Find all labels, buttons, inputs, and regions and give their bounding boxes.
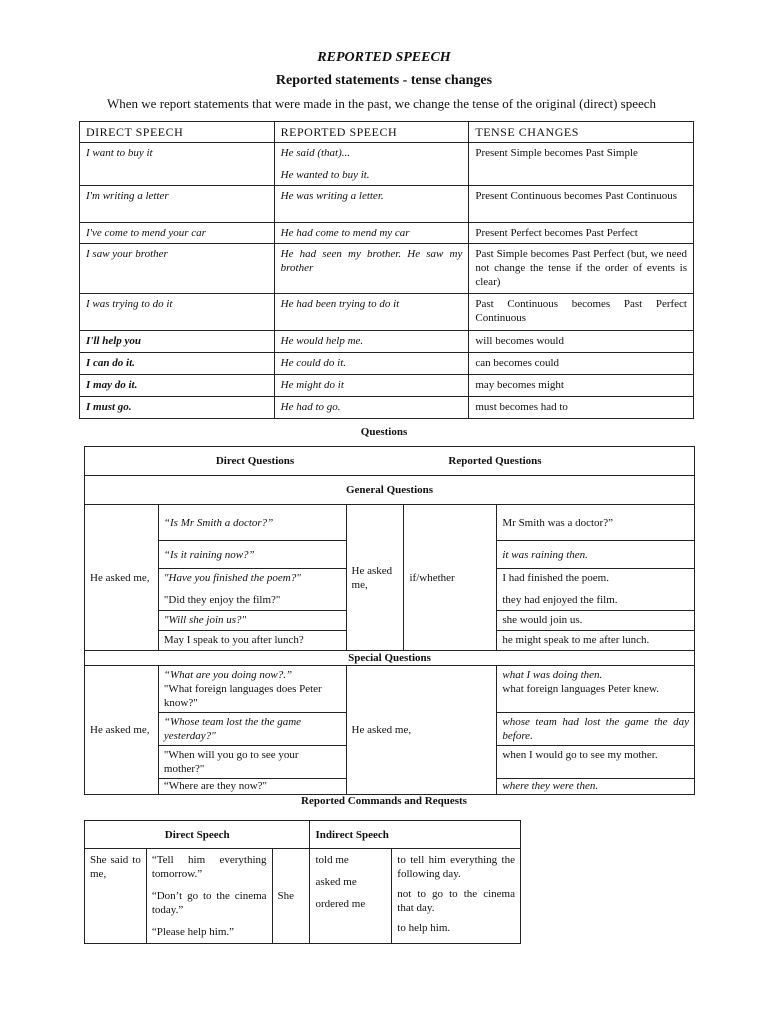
direct-question: "Will she join us?" (163, 614, 247, 626)
she-said-cell: She said to me, (85, 849, 147, 944)
general-questions-row (85, 476, 695, 505)
page-subtitle: Reported statements - tense changes (275, 73, 493, 88)
direct-cell: I was trying to do it (86, 298, 173, 310)
commands-title: Reported Commands and Requests (301, 795, 467, 807)
tense-changes-table (79, 121, 694, 419)
header-indirect-speech: Indirect Speech (310, 821, 521, 849)
questions-title: Questions (360, 426, 408, 438)
general-asked-mid: He asked me, (346, 505, 404, 651)
reported-question: what I was doing then. (502, 669, 603, 681)
reporting-verb: told me (315, 854, 349, 866)
table-row (85, 505, 695, 541)
commands-table (84, 820, 521, 944)
she-cell: She (272, 849, 310, 944)
page-title: REPORTED SPEECH (317, 50, 451, 65)
direct-question: “Where are they now?" (158, 779, 346, 795)
table-row (80, 294, 694, 331)
intro-text: When we report statements that were made in the past, we change the tense of the original (direct) speech (107, 96, 657, 111)
direct-command: “Tell him everything tomorrow.” (151, 854, 267, 880)
general-asked-left: He asked me, (85, 505, 159, 651)
special-questions-row (85, 651, 695, 666)
reported-question: it was raining then. (502, 548, 588, 561)
direct-question: “Whose team lost the the game yesterday?" (163, 716, 302, 742)
change-cell: can becomes could (469, 353, 694, 375)
direct-question: "Did they enjoy the film?" (158, 591, 346, 611)
table-row (80, 375, 694, 397)
reported-question: I had finished the poem. (497, 569, 695, 591)
reported-question-2: what foreign languages Peter knew. (502, 683, 659, 695)
reported-cell: He was writing a letter. (280, 190, 384, 202)
change-cell: may becomes might (469, 375, 694, 397)
direct-question: "When will you go to see your mother?" (158, 746, 346, 779)
reported-cell-2: He wanted to buy it. (280, 169, 370, 181)
reporting-verb: asked me (315, 876, 357, 888)
reported-cell: He could do it. (280, 357, 347, 369)
direct-cell: I saw your brother (86, 248, 168, 260)
direct-question: “Is Mr Smith a doctor?” (163, 516, 274, 529)
table-row (80, 186, 694, 223)
general-questions-title: General Questions (85, 476, 695, 505)
direct-cell: I want to buy it (86, 147, 153, 159)
direct-cell: I'm writing a letter (86, 190, 169, 202)
reported-cell: He would help me. (280, 335, 364, 347)
commands-header-row (85, 821, 521, 849)
header-direct-questions: Direct Questions (215, 455, 295, 467)
table-row (80, 353, 694, 375)
reported-cell: He had come to mend my car (280, 227, 410, 239)
change-cell: will becomes would (469, 331, 694, 353)
direct-command: “Don’t go to the cinema today.” (151, 890, 267, 916)
direct-question-2: "What foreign languages does Peter know?" (163, 683, 322, 709)
direct-question: “What are you doing now?.” (163, 669, 293, 681)
table-row (80, 143, 694, 186)
questions-table (84, 446, 695, 795)
reported-question: they had enjoyed the film. (497, 591, 695, 611)
direct-cell: I'll help you (86, 335, 142, 347)
header-direct-speech: DIRECT SPEECH (80, 122, 275, 143)
header-reported-questions: Reported Questions (448, 455, 542, 467)
reported-question: Mr Smith was a doctor?” (497, 505, 695, 541)
header-reported-speech: REPORTED SPEECH (274, 122, 469, 143)
direct-question: May I speak to you after lunch? (158, 631, 346, 651)
indirect-command: not to go to the cinema that day. (397, 888, 515, 914)
table-row (80, 331, 694, 353)
reported-question: where they were then. (502, 780, 599, 792)
table-header-row (80, 122, 694, 143)
reported-cell: He might do it (280, 379, 344, 391)
direct-cell: I've come to mend your car (86, 227, 206, 239)
table-row (80, 244, 694, 294)
direct-command: “Please help him.” (151, 926, 235, 938)
reported-question: when I would go to see my mother. (497, 746, 695, 779)
reported-question: she would join us. (497, 611, 695, 631)
change-cell: Present Perfect becomes Past Perfect (469, 223, 694, 244)
indirect-command: to help him. (397, 922, 451, 934)
reported-cell: He had seen my brother. He saw my brother (280, 248, 463, 274)
reporting-verb: ordered me (315, 898, 366, 910)
direct-cell: I must go. (86, 401, 132, 413)
change-cell: Present Simple becomes Past Simple (469, 143, 694, 186)
special-questions-title: Special Questions (85, 651, 695, 666)
change-cell: Past Simple becomes Past Perfect (but, we need not change the tense if the order of events is clear) (469, 244, 694, 294)
direct-cell: I may do it. (86, 379, 138, 391)
table-row (85, 666, 695, 713)
reported-cell: He had to go. (280, 401, 341, 413)
direct-cell: I can do it. (86, 357, 135, 369)
reported-question: he might speak to me after lunch. (497, 631, 695, 651)
reported-question: whose team had lost the game the day before. (502, 716, 689, 742)
special-asked-left: He asked me, (85, 666, 159, 795)
header-tense-changes: TENSE CHANGES (469, 122, 694, 143)
questions-header-row (85, 447, 695, 476)
commands-body-row (85, 849, 521, 944)
change-cell: Present Continuous becomes Past Continuous (469, 186, 694, 223)
change-cell: Past Continuous becomes Past Perfect Continuous (469, 294, 694, 331)
direct-question: “Is it raining now?” (163, 548, 255, 561)
reported-cell: He said (that)... (280, 147, 351, 159)
table-row (80, 223, 694, 244)
header-direct-speech: Direct Speech (85, 821, 310, 849)
general-conjunction: if/whether (404, 505, 497, 651)
direct-question: "Have you finished the poem?" (163, 572, 301, 584)
special-asked-mid: He asked me, (346, 666, 497, 795)
table-row (80, 397, 694, 419)
change-cell: must becomes had to (469, 397, 694, 419)
reported-cell: He had been trying to do it (280, 298, 400, 310)
indirect-command: to tell him everything the following day. (397, 854, 515, 880)
